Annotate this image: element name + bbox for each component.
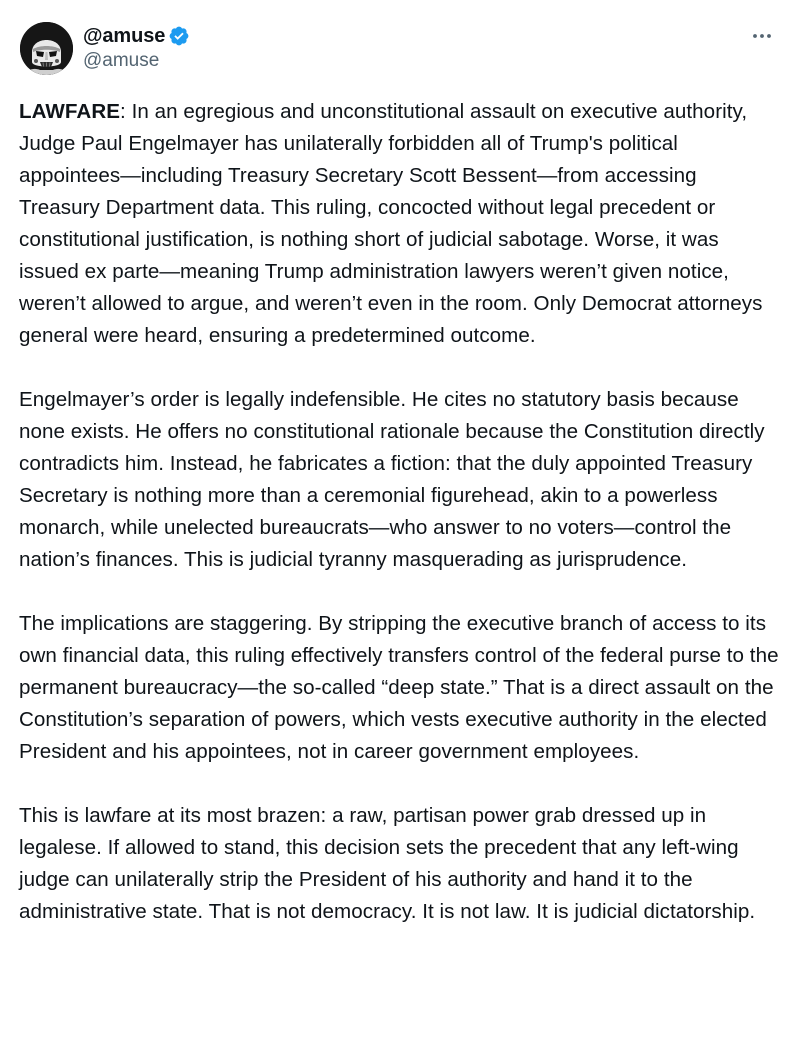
- tweet-paragraph-1: [19, 96, 779, 352]
- tweet-paragraph-3: The implications are staggering. By stripping the executive branch of access to its own financial data, this ruling effectively transfers control of the federal purse to the permanent bureaucracy—the so-called “deep state.” That is a direct assault on the Constitution’s separation of powers, which vests executive authority in the elected President and his appointees, not in career government employees.: [19, 612, 779, 763]
- lawfare-label: LAWFARE: [19, 100, 121, 123]
- tweet-text: [19, 96, 779, 928]
- tweet-paragraph-4: This is lawfare at its most brazen: a raw, partisan power grab dressed up in legalese. If allowed to stand, this decision sets the precedent that any left-wing judge can unilaterally strip the President of his authority and hand it to the administrative state. That is not democracy. It is not law. It is judicial dictatorship.: [19, 804, 756, 923]
- stormtrooper-avatar-icon: [20, 22, 73, 75]
- tweet-header: [20, 22, 780, 78]
- handle[interactable]: @amuse: [83, 50, 160, 71]
- author-names: [83, 23, 190, 72]
- more-options-button[interactable]: [750, 26, 774, 46]
- tweet-paragraph-2: Engelmayer’s order is legally indefensible. He cites no statutory basis because none exists. He offers no constitutional rationale because the Constitution directly contradicts him. Instead, he fabricates a fiction: that the duly appointed Treasury Secretary is nothing more than a ceremonial figurehead, akin to a powerless monarch, while unelected bureaucrats—who answer to no voters—control the nation’s finances. This is judicial tyranny masquerading as jurisprudence.: [19, 388, 765, 571]
- more-horizontal-icon: [750, 26, 774, 46]
- paragraph-text: : In an egregious and unconstitutional assault on executive authority, Judge Paul Engelmayer has unilaterally forbidden all of Trump's political appointees—including Treasury Secretary Scott Bessent—from accessing Treasury Department data. This ruling, concocted without legal precedent or constitutional justification, is nothing short of judicial sabotage. Worse, it was issued ex parte—meaning Trump administration lawyers weren’t given notice, weren’t allowed to argue, and weren’t even in the room. Only Democrat attorneys general were heard, ensuring a predetermined outcome.: [19, 100, 763, 347]
- avatar[interactable]: [20, 22, 73, 75]
- display-name[interactable]: @amuse: [83, 24, 166, 47]
- verified-badge-icon[interactable]: [168, 25, 190, 47]
- display-name-row: [83, 23, 190, 49]
